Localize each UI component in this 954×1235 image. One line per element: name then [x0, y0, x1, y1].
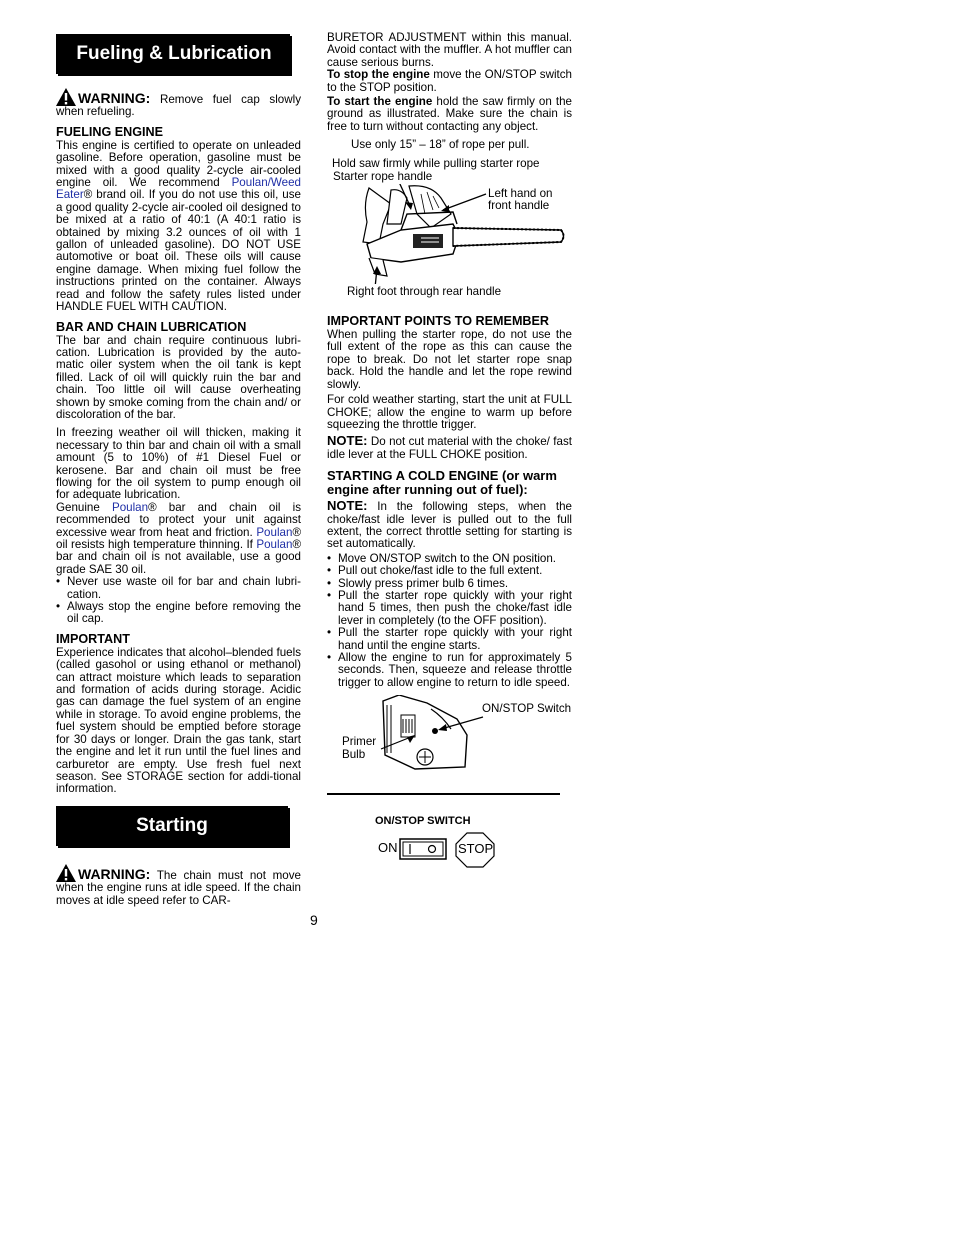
brand-poulan: Poulan: [256, 525, 293, 539]
note-label: NOTE:: [327, 433, 368, 449]
refuel-warning-text: Remove fuel cap slowly when refueling.: [56, 93, 301, 119]
note-choke-text: Do not cut material with the choke/ fast idle lever at the FULL CHOKE position.: [327, 435, 572, 461]
start-steps-list: [327, 553, 572, 689]
points-paragraph-2: For cold weather starting, start the unit at FULL CHOKE; allow the engine to warm up before squeezing the throttle trigger.: [327, 393, 572, 431]
toggle-switch-icon: [399, 838, 447, 860]
list-item: • Slowly press primer bulb 6 times.: [327, 578, 572, 590]
list-item: • Always stop the engine before removing the oil cap.: [56, 601, 301, 626]
registered-mark: ®: [148, 500, 157, 514]
fueling-engine-paragraph: [56, 140, 301, 314]
switch-stop-label: STOP: [458, 840, 494, 856]
start-engine-text: hold the saw firmly on the ground as illustrated. Make sure the chain is free to turn without contacting any object.: [327, 95, 572, 133]
note-throttle-text: In the following steps, when the choke/fast idle lever is pulled out to the full extent, the correct throttle setting for starting is set automatically.: [327, 500, 572, 551]
fueling-engine-heading: FUELING ENGINE: [56, 124, 164, 139]
start-engine-paragraph: [327, 96, 572, 133]
genuine-oil-paragraph: [56, 502, 301, 576]
fueling-banner: [56, 34, 290, 74]
switch-pointer: [435, 713, 485, 733]
points-paragraph-1: When pulling the starter rope, do not use the full extent of the rope as this can cause the rope to break. Do not let starter rope snap back. Hold the handle and let the rope rewind slowly.: [327, 328, 572, 391]
list-item: • Move ON/STOP switch to the ON position.: [327, 553, 572, 565]
registered-mark: ®: [292, 525, 301, 539]
genuine-text-a: bar and chain oil is recommended to protect your unit against excessive wear from heat and friction.: [56, 500, 301, 539]
warning-triangle-icon: [56, 88, 76, 106]
start-engine-bold: To start the engine: [327, 95, 433, 109]
note-choke: [327, 435, 572, 461]
genuine-text-b: oil resists high temperature thinning. If: [56, 538, 253, 551]
list-item: • Pull the starter rope quickly with your right hand until the engine starts.: [327, 627, 572, 652]
starting-figure: [327, 170, 572, 298]
label-right-foot: Right foot through rear handle: [347, 285, 502, 299]
oil-bullet-list: [56, 576, 301, 626]
left-column: [56, 34, 301, 907]
figure1-caption: Hold saw firmly while pulling starter rope: [332, 156, 540, 170]
starting-banner-title: Starting: [136, 814, 208, 836]
label-on-stop-switch: ON/STOP Switch: [482, 702, 572, 716]
brand-poulan: Poulan: [111, 500, 149, 514]
stop-engine-paragraph: [327, 69, 572, 94]
list-item: • Never use waste oil for bar and chain lubri-cation.: [56, 576, 301, 601]
warning-label: WARNING:: [78, 90, 151, 106]
list-item: • Pull the starter rope quickly with your right hand 5 times, then push the choke/fast idle lever in completely (to the OFF position).: [327, 590, 572, 627]
starting-banner: [56, 806, 288, 846]
bar-chain-heading: BAR AND CHAIN LUBRICATION: [56, 319, 247, 334]
primer-pointer: [379, 731, 419, 753]
list-item: • Pull out choke/fast idle to the full extent.: [327, 565, 572, 577]
points-heading: IMPORTANT POINTS TO REMEMBER: [327, 314, 550, 329]
warning-triangle-icon: [56, 864, 76, 882]
fueling-text-a: This engine is certified to operate on unleaded gasoline. Before operation, gasoline must be mixed with a good quality 2-cycle air-cooled engine oil. We recommend: [56, 138, 301, 190]
important-paragraph: Experience indicates that alcohol–blended fuels (called gasohol or using ethanol or methanol) can attract moisture which leads to separation and formation of acids during storage. Acidic gas can damage the fuel system of an engine while in storage. To avoid engine problems, the fuel system should be emptied before storage for 30 days or longer. Drain the gas tank, start the engine and let it run until the fuel lines and carburetor are empty. Use fresh fuel next season. See STORAGE section for addi-tional information.: [56, 645, 301, 796]
label-left-hand: Left hand on front handle: [488, 187, 553, 213]
registered-mark: ®: [83, 188, 93, 202]
bar-chain-paragraph-1: The bar and chain require continuous lubri-cation. Lubrication is provided by the auto-matic oiler system when the oil tank is kept filled. Lack of oil will quickly ruin the bar and chain. Too little oil will cause overheating shown by smoke coming from the chain and/ or discoloration of the bar.: [56, 333, 301, 421]
carburetor-continued: BURETOR ADJUSTMENT within this manual. Avoid contact with the muffler. A hot muffler can cause serious burns.: [327, 31, 572, 69]
section-divider: [327, 793, 560, 795]
rope-length-tip: Use only 15” – 18” of rope per pull.: [351, 138, 530, 152]
fueling-text-b: brand oil. If you do not use this oil, use a good quality 2-cycle air-cooled oil designed to be mixed at a ratio of 40:1 (A 40:1 ratio is obtained by mixing 3.2 ounces of oil with 1 gallon of unleaded gasoline). DO NOT USE automotive or boat oil. These oils will cause engine damage. When mixing fuel follow the instructions printed on the container. Always read and follow the safety rules listed under HANDLE FUEL WITH CAUTION.: [56, 188, 302, 314]
page-number: 9: [310, 912, 318, 928]
warning-label: WARNING:: [78, 865, 151, 882]
switch-on-label: ON: [378, 839, 398, 855]
bar-chain-paragraph-2: In freezing weather oil will thicken, making it necessary to thin bar and chain oil with a small amount (5 to 10%) of #1 Diesel Fuel or kerosene. Bar and chain oil must be free flowing for the oil system to pump enough oil for adequate lubrication.: [56, 426, 301, 502]
fueling-banner-title: Fueling & Lubrication: [76, 42, 272, 64]
note-label: NOTE:: [327, 498, 368, 514]
right-column: [327, 32, 572, 872]
on-stop-switch-diagram: [327, 832, 572, 872]
chainsaw-illustration: [361, 184, 566, 284]
chain-warning: [56, 864, 301, 907]
stop-engine-bold: To stop the engine: [327, 68, 430, 82]
note-throttle: [327, 500, 572, 551]
genuine-text-c: bar and chain oil is not available, use a good grade SAE 30 oil.: [56, 550, 301, 576]
important-heading: IMPORTANT: [56, 631, 130, 646]
switch-title: ON/STOP SWITCH: [375, 815, 471, 828]
genuine-word: Genuine: [56, 500, 100, 514]
brand-poulan: Poulan: [256, 538, 293, 551]
brand-poulan-weedeater: Poulan/Weed Eater: [56, 176, 301, 202]
chain-warning-text: The chain must not move when the engine runs at idle speed. If the chain moves at idle speed refer to CAR-: [56, 868, 302, 907]
label-starter-handle: Starter rope handle: [333, 170, 433, 184]
registered-mark: ®: [292, 538, 301, 551]
label-primer-bulb: Primer Bulb: [342, 735, 377, 762]
stop-engine-text: move the ON/STOP switch to the STOP position.: [327, 68, 572, 94]
refuel-warning: [56, 88, 301, 119]
switch-primer-figure: [327, 691, 572, 779]
list-item: • Allow the engine to run for approximately 5 seconds. Then, squeeze and release throttle trigger to allow engine to return to idle speed.: [327, 652, 572, 689]
cold-engine-heading: STARTING A COLD ENGINE (or warm engine after running out of fuel):: [327, 468, 557, 498]
